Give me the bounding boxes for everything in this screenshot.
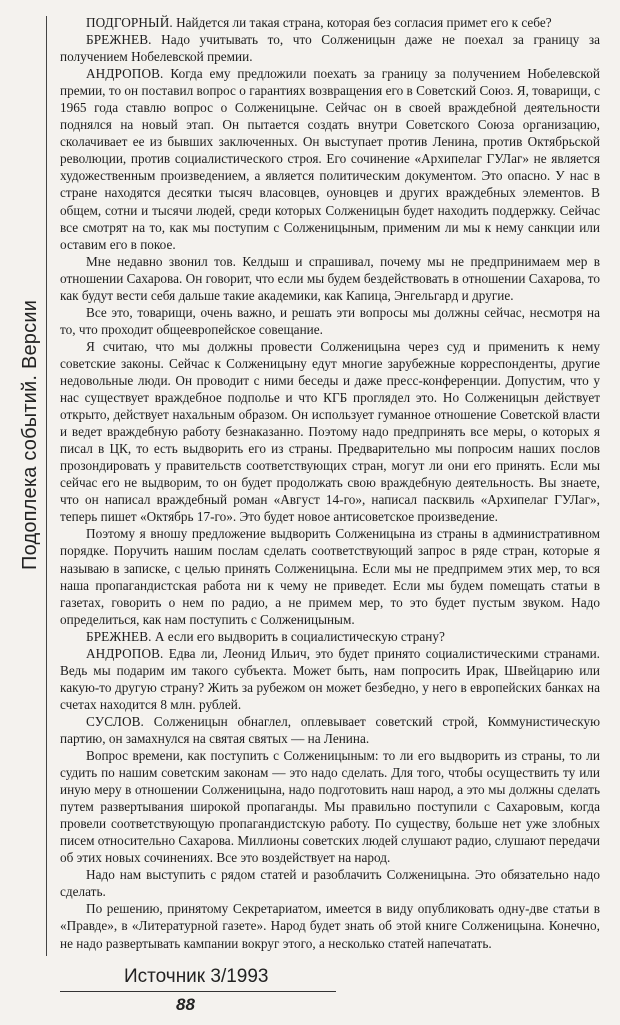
speaker-name: АНДРОПОВ. [86,66,164,82]
paragraph [60,304,600,338]
paragraph-text: Надо нам выступить с рядом статей и разоблачить Солженицына. Это обязательно надо сделать. [60,867,600,900]
paragraph [60,713,600,747]
speaker-name: ПОДГОРНЫЙ. [86,15,173,30]
paragraph [60,866,600,900]
paragraph [60,14,600,31]
paragraph [60,628,600,645]
paragraph-text: А если его выдворить в социалистическую страну? [151,628,445,644]
paragraph [60,900,600,951]
speaker-name: БРЕЖНЕВ. [86,32,152,48]
paragraph-text: Надо учитывать то, что Солженицын даже не поехал за границу за получением Нобелевской премии. [60,32,600,65]
paragraph [60,338,600,526]
paragraph-text: Найдется ли такая страна, которая без согласия примет его к себе? [172,15,552,30]
side-header [18,40,42,580]
speaker-name: АНДРОПОВ. [86,645,164,661]
paragraph [60,31,600,65]
paragraph-text: Мне недавно звонил тов. Келдыш и спрашивал, почему мы не предпринимаем мер в отношении Сахарова. Он говорит, что если мы будем бездействовать в отношении Сахарова, то как будут вести себя дальше такие академики, как Капица, Энгельгард и другие. [60,253,600,303]
paragraph [60,645,600,713]
paragraph [60,253,600,304]
paragraph [60,747,600,866]
side-header-text: Подоплека событий. Версии [19,299,41,570]
speaker-name: БРЕЖНЕВ. [86,628,152,644]
paragraph-text: Солженицын обнаглел, оплевывает советский строй, Коммунистическую партию, он замахнулся на святая святых — на Ленина. [60,713,600,746]
paragraph-text: Вопрос времени, как поступить с Солженицыным: то ли его выдворить из страны, то ли судить по нашим советским законам — это надо сделать. Для того, чтобы осуществить ту или иную меру в отношении Солженицына, надо подготовить наш народ, а это мы должны сделать путем развертывания широкой пропаганды. Мы правильно поступили с Сахаровым, когда провели соответствующую пропагандистскую работу. По существу, больше нет уже злобных писем относительно Сахарова. Миллионы советских людей слушают радио, слушают передачи об этих новых сочинениях. Все это воздействует на народ. [60,748,600,866]
side-divider [46,16,47,956]
paragraph [60,525,600,627]
paragraph [60,65,600,253]
paragraph-text: Едва ли, Леонид Ильич, это будет принято социалистическими странами. Ведь мы подарим им такого субъекта. Может быть, нам попросить Ирак, Швейцарию или какую-то другую страну? Жить за рубежом он может безбедно, у него в европейских банках на счетах находится 8 млн. рублей. [60,645,600,712]
article-body [60,14,600,952]
paragraph-text: Все это, товарищи, очень важно, и решать эти вопросы мы должны сейчас, несмотря на то, что проходит общеевропейское совещание. [60,304,600,337]
paragraph-text: По решению, принятому Секретариатом, имеется в виду опубликовать одну-две статьи в «Правде», в «Литературной газете». Народ будет знать об этой книге Солженицына. Конечно, не надо развертывать кампании вокруг этого, а несколько статей напечатать. [60,901,600,951]
speaker-name: СУСЛОВ. [86,713,144,729]
paragraph-text: Поэтому я вношу предложение выдворить Солженицына из страны в административном порядке. Поручить нашим послам сделать соответствующий запрос в ряде стран, которые я называю в записке, с целью принять Солженицына. Если мы не предпримем этих мер, то вся наша пропагандистская работа ни к чему не приведет. Если мы будем помещать статьи в газетах, говорить о нем по радио, а не примем мер, то это будет пустым звуком. Надо определиться, как нам поступить с Солженицыным. [60,526,600,627]
paragraph-text: Я считаю, что мы должны провести Солженицына через суд и применить к нему советские законы. Сейчас к Солженицыну едут многие зарубежные корреспонденты, другие недовольные люди. Он проводит с ними беседы и даже пресс-конференции. Допустим, что у нас существует враждебное подполье и что КГБ проглядел это. Но Солженицын действует открыто, действует нахальным образом. Он использует гуманное отношение Советской власти и ведет враждебную работу безнаказанно. Поэтому надо предпринять все меры, о которых я писал в ЦК, то есть выдворить его из страны. Предварительно мы попросим наших послов прозондировать у правительств соответствующих стран, могут ли они его принять. Если мы сейчас его не выдворим, то он будет продолжать свою враждебную деятельность. Вы знаете, что он написал враждебный роман «Август 14-го», написал пасквиль «Архипелаг ГУЛаг», теперь пишет «Октябрь 17-го». Это будет новое антисоветское произведение. [60,338,600,525]
paragraph-text: Когда ему предложили поехать за границу за получением Нобелевской премии, то он поставил вопрос о гарантиях возвращения его в Советский Союз. Я, товарищи, с 1965 года ставлю вопрос о Солженицыне. Сейчас он в своей враждебной деятельности поднялся на новый этап. Он пытается создать внутри Советского Союза организацию, сколачивает ее из бывших заключенных. Он выступает против Ленина, против Октябрьской революции, против социалистического строя. Его сочинение «Архипелаг ГУЛаг» не является художественным произведением, а является политическим документом. Это опасно. У нас в стране находятся десятки тысяч власовцев, оуновцев и других враждебных элементов. В общем, сотни и тысячи людей, среди которых Солженицын будет находить поддержку. Сейчас все смотрят на то, как мы поступим с Солженицыным, применим ли мы к нему санкции или оставим его в покое. [60,66,600,252]
page-number: 88 [176,995,195,1014]
footer-divider [60,991,336,992]
source-citation: Источник 3/1993 [124,966,269,987]
